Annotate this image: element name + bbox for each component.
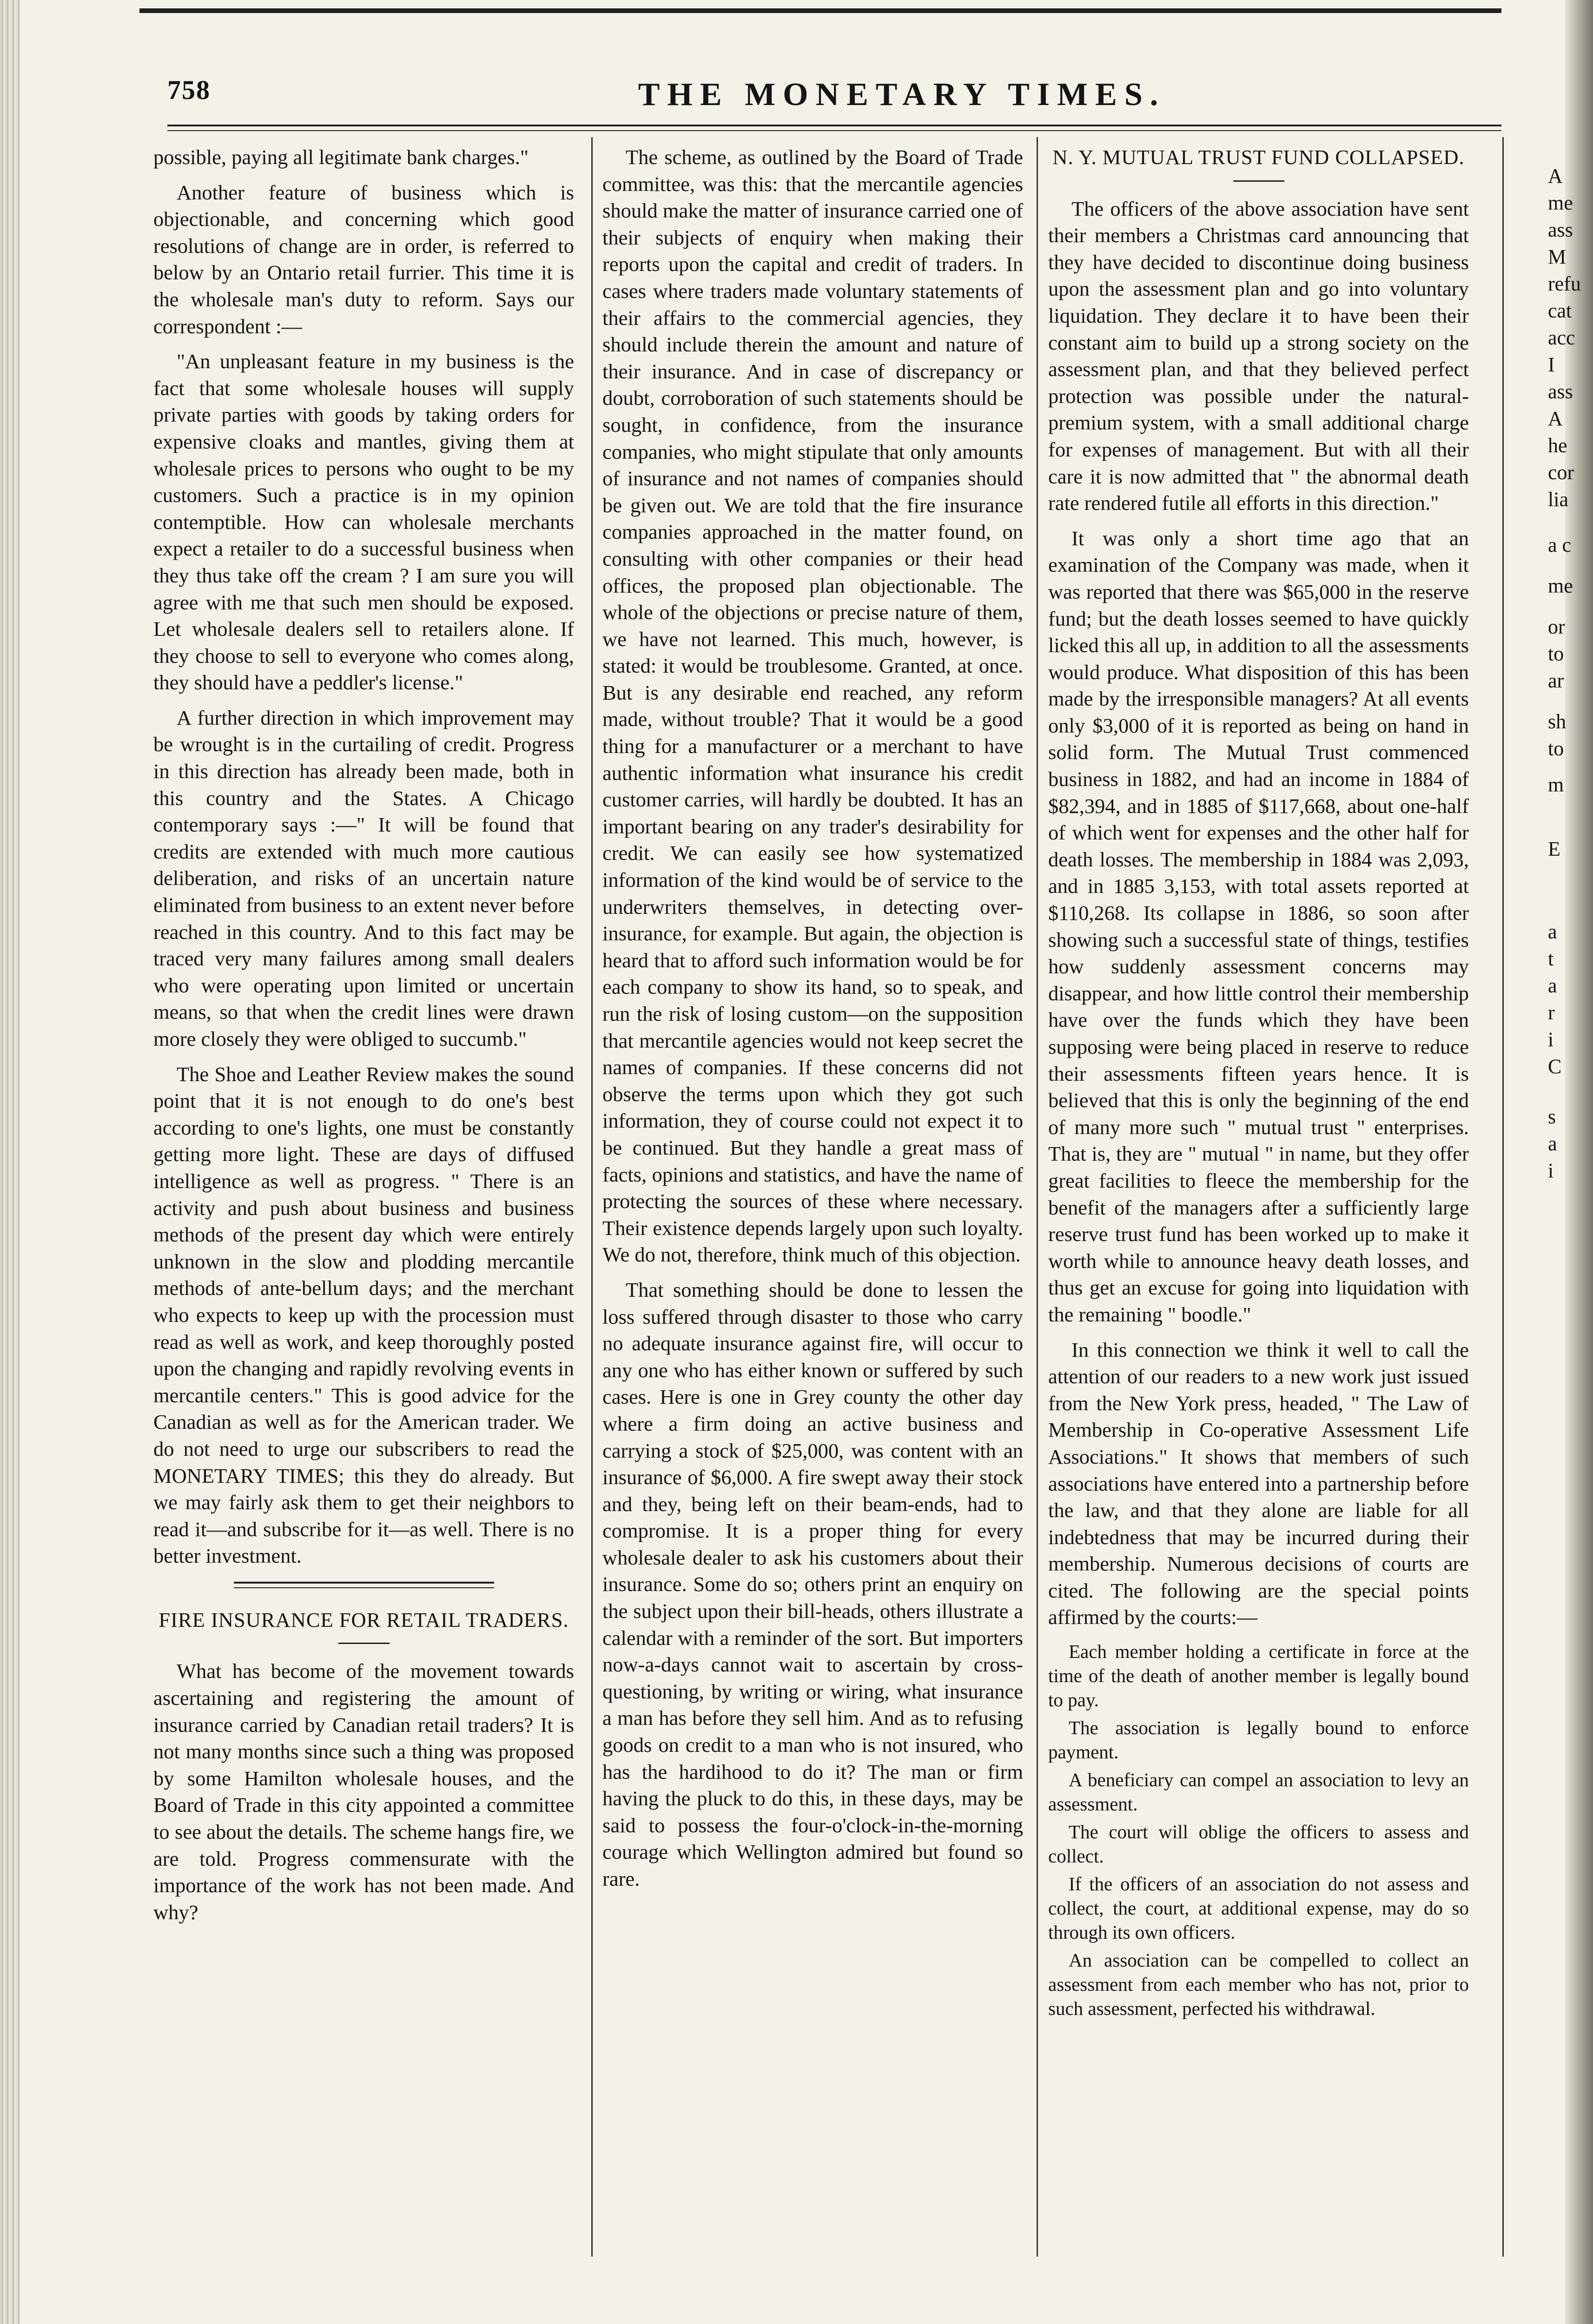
section-separator [234, 1582, 494, 1588]
text-fragment: cor [1548, 461, 1574, 484]
article-paragraph: possible, paying all legitimate bank charges." [153, 145, 529, 169]
court-points-list [1048, 1639, 1469, 2020]
article-paragraph: That something should be done to lessen the loss suffered through disaster to those who carry no adequate insurance against fire, will occur to any one who has either known or suffered by such cases. Here is one in Grey county the other day where a firm doing an active business and carrying a stock of $25,000, was content with an insurance of $6,000. A fire swept away their stock and they, being left on their beam-ends, had to compromise. It is a proper thing for every wholesale dealer to ask his customers about their insurance. Some do so; others print an enquiry on the subject upon their bill-heads, others illustrate a calendar with a reminder of the sort. But importers now-a-days cannot wait to ascertain by cross-questioning, by writing or wiring, what insurance a man has before they sell him. And as to refusing goods on credit to a man who is not insured, who has the hardihood to do it? The man or firm having the pluck to do this, in these days, may be said to possess the four-o'clock-in-the-morning courage which Wellington admired but found so rare. [602, 1278, 1023, 1890]
heading-rule [1233, 180, 1284, 182]
text-fragment: me [1548, 574, 1573, 597]
text-fragment: ar [1548, 669, 1564, 692]
column-divider [591, 137, 593, 2257]
court-point: The court will oblige the officers to assess and collect. [1048, 1821, 1469, 1867]
section-heading: FIRE INSURANCE FOR RETAIL TRADERS. [159, 1608, 569, 1631]
text-fragment: m [1548, 773, 1564, 796]
column-3 [1048, 144, 1469, 2024]
text-fragment: lia [1548, 488, 1568, 511]
text-fragment: to [1548, 737, 1564, 760]
text-fragment: ass [1548, 380, 1573, 403]
text-fragment: refu [1548, 272, 1581, 295]
column-divider [1502, 137, 1504, 2257]
top-rule [139, 8, 1501, 13]
text-fragment: he [1548, 434, 1567, 457]
text-fragment: C [1548, 1055, 1562, 1078]
text-fragment: A [1548, 165, 1563, 187]
text-fragment: ass [1548, 218, 1573, 241]
text-fragment: r [1548, 1001, 1555, 1024]
article-heading: N. Y. MUTUAL TRUST FUND COLLAPSED. [1052, 145, 1465, 169]
column-4-fragment [1548, 144, 1581, 1184]
court-point: The association is legally bound to enforce payment. [1048, 1717, 1469, 1763]
court-point: If the officers of an association do not assess and collect, the court, at additional expense, may do so through its own officers. [1048, 1873, 1469, 1943]
text-fragment: a [1548, 1132, 1557, 1155]
text-fragment: a c [1548, 534, 1572, 556]
article-paragraph: The Shoe and Leather Review makes the sound point that it is not enough to do one's best according to one's lights, one must be constantly getting more light. These are days of diffused intelligence as well as progress. " There is an activity and push about business and business methods of the present day which were entirely unknown in the slow and plodding mercantile methods of ante-bellum days; and the merchant who expects to keep up with the procession must read as well as work, and keep thoroughly posted upon the changing and rapidly revolving events in mercantile centers." This is good advice for the Canadian as well as for the American trader. We do not need to urge our subscribers to read the MONETARY TIMES; this they do already. But we may fairly ask them to get their neighbors to read it—and subscribe for it—as well. There is no better investment. [153, 1062, 574, 1568]
column-1 [153, 144, 574, 1934]
text-fragment: or [1548, 615, 1565, 638]
text-fragment: t [1548, 947, 1554, 970]
text-fragment: sh [1548, 710, 1567, 733]
article-paragraph: "An unpleasant feature in my business is the fact that some wholesale houses will supply private parties with goods by taking orders for expensive cloaks and mantles, giving them at wholesale prices to persons who ought to be my customers. Such a practice is in my opinion contemptible. How can wholesale merchants expect a retailer to do a successful business when they thus take off the cream ? I am sure you will agree with me that such men should be exposed. Let wholesale dealers sell to retailers alone. If they choose to sell to everyone who comes along, they should have a peddler's license." [153, 350, 574, 694]
article-paragraph: A further direction in which improvement may be wrought is in the curtailing of credit. Progress in this direction has already been made, both in this country and the States. A Chicago contemporary says :—" It will be found that credits are extended with much more cautious deliberation, and risks of an uncertain nature eliminated from business to an extent never before reached in this country. And to this fact may be traced very many failures among small dealers who were operating upon limited or uncertain means, so that when the credit lines were drawn more closely they were obliged to succumb." [153, 706, 574, 1050]
article-paragraph: It was only a short time ago that an examination of the Company was made, when it was reported that there was $65,000 in the reserve fund; but the death losses seemed to have quickly licked this all up, in addition to all the assessments would produce. What disposition of this has been made by the irresponsible managers? At all events only $3,000 of it is reported as being on hand in solid form. The Mutual Trust commenced business in 1882, and had an income in 1884 of $82,394, and in 1885 of $117,668, about one-half of which went for expenses and the other half for death losses. The membership in 1884 was 2,093, and in 1885 3,153, with total assets reported at $110,268. Its collapse in 1886, so soon after showing such a successful state of things, testifies how suddenly assessment concerns may disappear, and how little control their membership have over the funds which they have been supposing were being placed in reserve to reduce their assessments fifteen years hence. It is believed that this is only the beginning of the end of many more such " mutual trust " enterprises. That is, they are " mutual " in name, but they offer great facilities to fleece the membership for the benefit of the managers after a sufficiently large reserve trust fund has been worked up to make it worth while to announce heavy death losses, and thus get an excuse for going into liquidation with the remaining " boodle." [1048, 526, 1469, 1326]
text-fragment: a [1548, 920, 1557, 943]
text-fragment: i [1548, 1159, 1554, 1182]
page-binding-edge [0, 0, 20, 2324]
masthead-title: THE MONETARY TIMES. [638, 77, 1166, 112]
text-fragment: cat [1548, 299, 1572, 322]
text-fragment: s [1548, 1105, 1556, 1128]
text-fragment: E [1548, 838, 1560, 860]
text-fragment: me [1548, 191, 1573, 214]
article-paragraph: The scheme, as outlined by the Board of Trade committee, was this: that the mercantile agencies should make the matter of insurance carried one of their subjects of enquiry when making their reports upon the capital and credit of traders. In cases where traders made voluntary statements of their affairs to the commercial agencies, they should include therein the amount and nature of their insurance. And in case of discrepancy or doubt, corroboration of such statements should be sought, in confidence, from the insurance companies, who might stipulate that only amounts of insurance and not names of companies should be given out. We are told that the fire insurance companies approached in the matter found, on consulting with other companies or their head offices, the proposed plan objectionable. The whole of the objections or precise nature of them, we have not learned. This much, however, is stated: it would be troublesome. Granted, at once. But is any desirable end reached, any reform made, without trouble? That it would be a good thing for a manufacturer or a merchant to have authentic information what insurance his credit customer carries, will hardly be doubted. It has an important bearing on any trader's desirability for credit. We can easily see how systematized information of the kind would be of service to the underwriters themselves, in detecting over-insurance, for example. But again, the objection is heard that to afford such information would be for each company to show its hand, so to speak, and run the risk of losing custom—on the supposition that mercantile agencies would not keep secret the names of companies. If these concerns did not observe the terms upon which they got such information, they of course could not expect it to be continued. But they handle a great mass of facts, opinions and statistics, and have the name of protecting the sources of these where necessary. Their existence depends largely upon such loyalty. We do not, therefore, think much of this objection. [602, 145, 1023, 1267]
text-fragment: M [1548, 245, 1567, 268]
page-number: 758 [167, 75, 211, 105]
text-fragment: acc [1548, 326, 1575, 349]
header-rule-thin [167, 130, 1501, 131]
article-paragraph: What has become of the movement towards ascertaining and registering the amount of insurance carried by Canadian retail traders? It is not many months since such a thing was proposed by some Hamilton wholesale houses, and the Board of Trade in this city appointed a committee to see about the details. The scheme hangs fire, we are told. Progress commensurate with the importance of the work has not been made. And why? [153, 1659, 574, 1924]
header-rule [167, 125, 1501, 126]
page-header [167, 70, 1501, 125]
court-point: An association can be compelled to collect an assessment from each member who has not, prior to such assessment, perfected his withdrawal. [1048, 1949, 1469, 2020]
column-2 [602, 144, 1023, 1901]
court-point: Each member holding a certificate in force at the time of the death of another member is legally bound to pay. [1048, 1641, 1469, 1711]
court-point: A beneficiary can compel an association to levy an assessment. [1048, 1769, 1469, 1815]
column-divider [1037, 137, 1038, 2257]
text-fragment: A [1548, 407, 1563, 430]
text-fragment: to [1548, 642, 1564, 665]
article-paragraph: In this connection we think it well to call the attention of our readers to a new work just issued from the New York press, headed, " The Law of Membership in Co-operative Assessment Life Associations." It shows that members of such associations have entered into a partnership before the law, and that they alone are liable for all indebtedness that may be incurred during their membership. Numerous decisions of courts are cited. The following are the special points affirmed by the courts:— [1048, 1338, 1469, 1629]
text-fragment: a [1548, 974, 1557, 997]
article-paragraph: Another feature of business which is objectionable, and concerning which good resolutions of change are in order, is referred to below by an Ontario retail furrier. This time it is the wholesale man's duty to reform. Says our correspondent :— [153, 180, 574, 338]
text-fragment: I [1548, 353, 1555, 376]
text-fragment: i [1548, 1028, 1554, 1051]
article-paragraph: The officers of the above association have sent their members a Christmas card announcing that they have decided to discontinue doing business upon the assessment plan and go into voluntary liquidation. They declare it to have been their constant aim to build up a strong society on the assessment plan, and that they believed perfect protection was possible under the natural-premium system, with a small additional charge for expenses of management. But with all their care it is now admitted that " the abnormal death rate rendered futile all efforts in this direction." [1048, 197, 1469, 515]
heading-rule [338, 1643, 390, 1644]
